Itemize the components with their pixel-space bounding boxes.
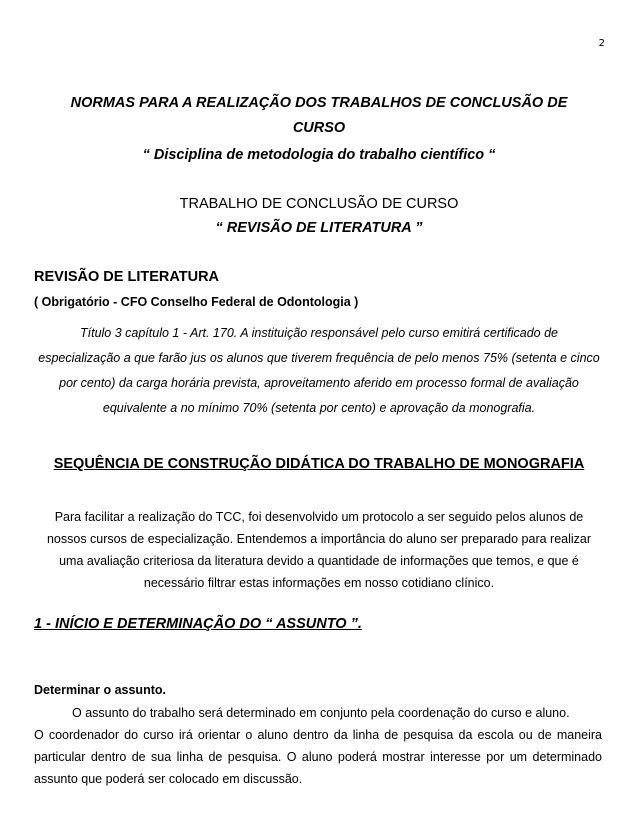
section-1-body <box>34 702 602 790</box>
section-1-subheading: Determinar o assunto. <box>34 683 166 697</box>
work-type: TRABALHO DE CONCLUSÃO DE CURSO <box>179 196 459 212</box>
body-line: O assunto do trabalho será determinado em conjunto pela coordenação do curso e aluno. <box>72 706 570 720</box>
document-title-line-1: NORMAS PARA A REALIZAÇÃO DOS TRABALHOS DE CONCLUSÃO DE <box>70 95 568 111</box>
quote-line: especialização a que farão jus os alunos que tiverem frequência de pelo menos 75% (setenta e cinco <box>38 351 600 365</box>
sequencia-heading: SEQUÊNCIA DE CONSTRUÇÃO DIDÁTICA DO TRABALHO DE MONOGRAFIA <box>53 456 585 472</box>
quote-line: Título 3 capítulo 1 - Art. 170. A instituição responsável pelo curso emitirá certificado de <box>79 326 558 340</box>
revisao-heading: REVISÃO DE LITERATURA <box>34 269 220 285</box>
sequencia-paragraph <box>30 506 608 594</box>
body-line: assunto que poderá ser colocado em discussão. <box>34 772 303 786</box>
section-1-heading: 1 - INÍCIO E DETERMINAÇÃO DO “ ASSUNTO ”. <box>34 616 362 632</box>
paragraph-line: uma avaliação criteriosa da literatura devido a quantidade de informações que temos, e que é <box>59 554 579 568</box>
discipline-line: “ Disciplina de metodologia do trabalho científico “ <box>142 147 496 163</box>
page-number: 2 <box>598 38 605 49</box>
body-line: O coordenador do curso irá orientar o aluno dentro da linha de pesquisa da escola ou de maneira <box>34 728 602 742</box>
quote-line: por cento) da carga horária prevista, aproveitamento aferido em processo formal de avaliação <box>59 376 579 390</box>
paragraph-line: Para facilitar a realização do TCC, foi desenvolvido um protocolo a ser seguido pelos alunos de <box>54 510 584 524</box>
work-title: “ REVISÃO DE LITERATURA ” <box>215 220 423 236</box>
body-line: particular dentro de sua linha de pesquisa. O aluno poderá mostrar interesse por um determinado <box>34 750 602 764</box>
quote-line: equivalente a no mínimo 70% (setenta por cento) e aprovação da monografia. <box>102 401 536 415</box>
revisao-note: ( Obrigatório - CFO Conselho Federal de Odontologia ) <box>34 295 359 309</box>
legal-quote <box>32 321 606 421</box>
paragraph-line: necessário filtrar estas informações em nosso cotidiano clínico. <box>143 576 495 590</box>
paragraph-line: nossos cursos de especialização. Entendemos a importância do aluno ser preparado para realizar <box>46 532 592 546</box>
document-title-line-2: CURSO <box>292 120 346 136</box>
